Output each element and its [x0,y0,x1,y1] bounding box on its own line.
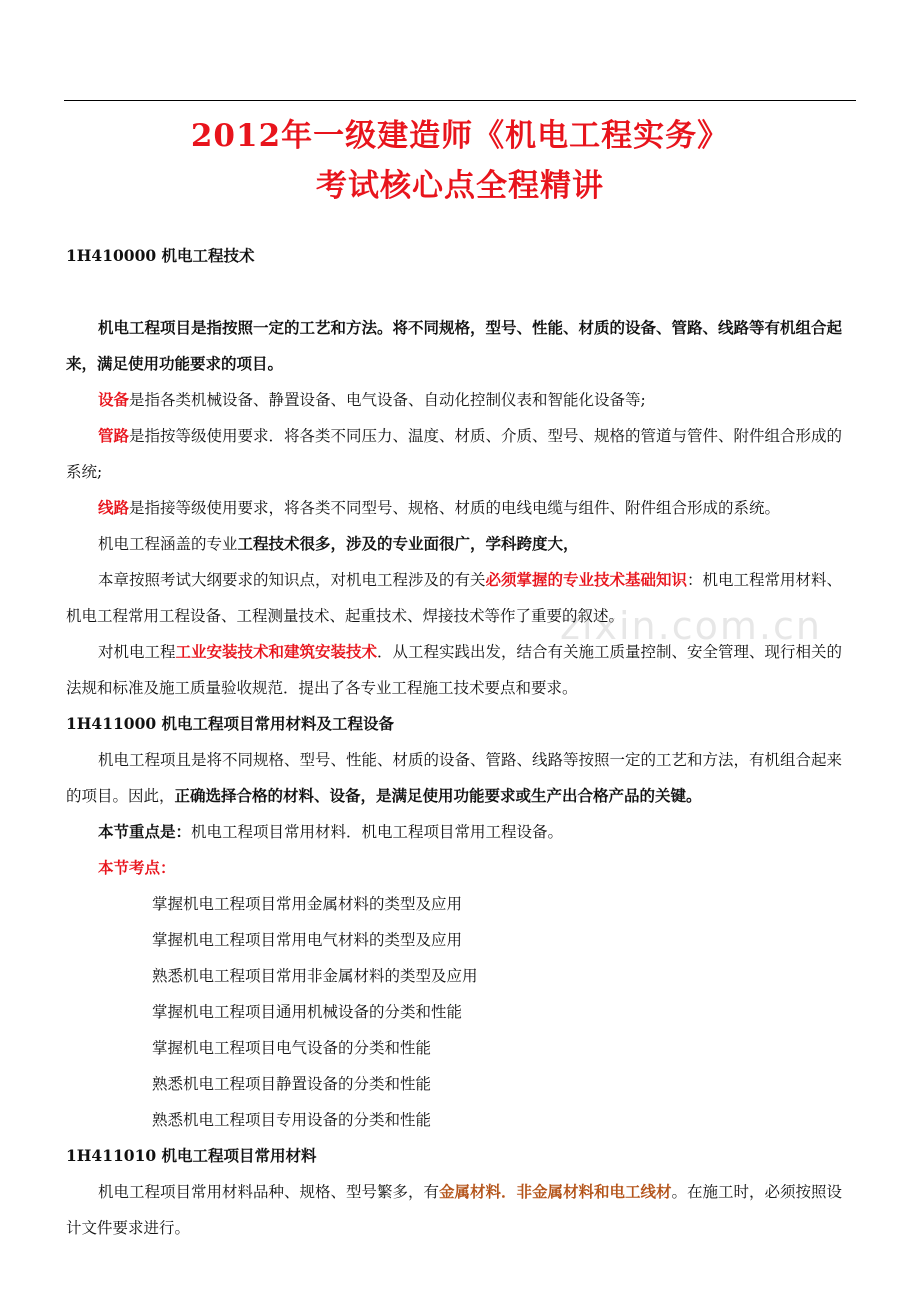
definition-line-text: 是指接等级使用要求，将各类不同型号、规格、材质的电线电缆与组件、附件组合形成的系统。 [129,499,781,517]
common-materials-suffix: 。在施工时，必须按照设计文件要求进行。 [66,1183,843,1237]
chapter-highlight: 必须掌握的专业技术基础知识 [485,570,688,589]
materials-prefix: 机电工程项且是将不同规格、型号、性能、材质的设备、管路、线路等按照一定的工艺和方法，有机组合起来的项目。因此， [66,751,843,805]
section-heading-1h411010: 1H411010 机电工程项目常用材料 [66,1146,317,1165]
install-suffix: ．从工程实践出发，结合有关施工质量控制、安全管理、现行相关的法规和标准及施工质量验收规范．提出了各专业工程施工技术要点和要求。 [66,643,843,697]
doc-title-line2: 考试核心点全程精讲 [316,168,604,204]
term-line: 线路 [98,498,130,517]
watermark: zixin.com.cn [560,604,822,648]
scope-prefix: 机电工程涵盖的专业 [98,535,238,553]
exam-point-item: 熟悉机电工程项目常用非金属材料的类型及应用 [152,967,478,985]
intro-paragraph: 机电工程项目是指按照一定的工艺和方法。将不同规格，型号、性能、材质的设备、管路、线路等有机组合起来，满足使用功能要求的项目。 [66,318,843,373]
definition-pipeline [66,418,856,490]
exam-point-item: 掌握机电工程项目通用机械设备的分类和性能 [152,1003,463,1021]
exam-point-item: 熟悉机电工程项目专用设备的分类和性能 [152,1111,432,1129]
focus-text: 机电工程项目常用材料．机电工程项目常用工程设备。 [191,823,564,841]
common-materials-highlight: 金属材料．非金属材料和电工线材 [439,1182,672,1201]
install-prefix: 对机电工程 [98,643,176,661]
doc-title-line1: 2012年一级建造师《机电工程实务》 [190,118,730,154]
header-rule [64,100,856,101]
definition-equipment-text: 是指各类机械设备、静置设备、电气设备、自动化控制仪表和智能化设备等; [129,391,646,409]
common-materials-paragraph [66,1174,856,1246]
term-equipment: 设备 [98,390,130,409]
definition-equipment [66,382,856,418]
chapter-prefix: 本章按照考试大纲要求的知识点，对机电工程涉及的有关 [98,571,486,589]
section-heading-1h411000: 1H411000 机电工程项目常用材料及工程设备 [66,714,395,733]
term-pipeline: 管路 [98,426,130,445]
chapter-suffix: ：机电工程常用材料、机电工程常用工程设备、工程测量技术、起重技术、焊接技术等作了重要的叙述。 [66,571,843,625]
scope-bold: 工程技术很多，涉及的专业面很广，学科跨度大， [237,534,579,553]
exam-points-label: 本节考点： [98,858,176,877]
install-paragraph [66,634,856,706]
exam-point-item: 掌握机电工程项目常用金属材料的类型及应用 [152,895,463,913]
chapter-paragraph [66,562,856,634]
definition-pipeline-text: 是指按等级使用要求．将各类不同压力、温度、材质、介质、型号、规格的管道与管件、附件组合形成的系统; [66,427,843,481]
install-highlight: 工业安装技术和建筑安装技术 [175,642,378,661]
section-heading-1h410000: 1H410000 机电工程技术 [66,246,255,265]
materials-paragraph [66,742,856,814]
document-body [66,238,856,1246]
focus-label: 本节重点是： [98,822,192,841]
definition-line [66,490,856,526]
exam-point-item: 熟悉机电工程项目静置设备的分类和性能 [152,1075,432,1093]
exam-point-item: 掌握机电工程项目电气设备的分类和性能 [152,1039,432,1057]
scope-paragraph [66,526,856,562]
common-materials-prefix: 机电工程项目常用材料品种、规格、型号繁多，有 [98,1183,440,1201]
exam-point-item: 掌握机电工程项目常用电气材料的类型及应用 [152,931,463,949]
materials-bold: 正确选择合格的材料、设备，是满足使用功能要求或生产出合格产品的关键。 [174,786,702,805]
focus-paragraph [66,814,856,850]
